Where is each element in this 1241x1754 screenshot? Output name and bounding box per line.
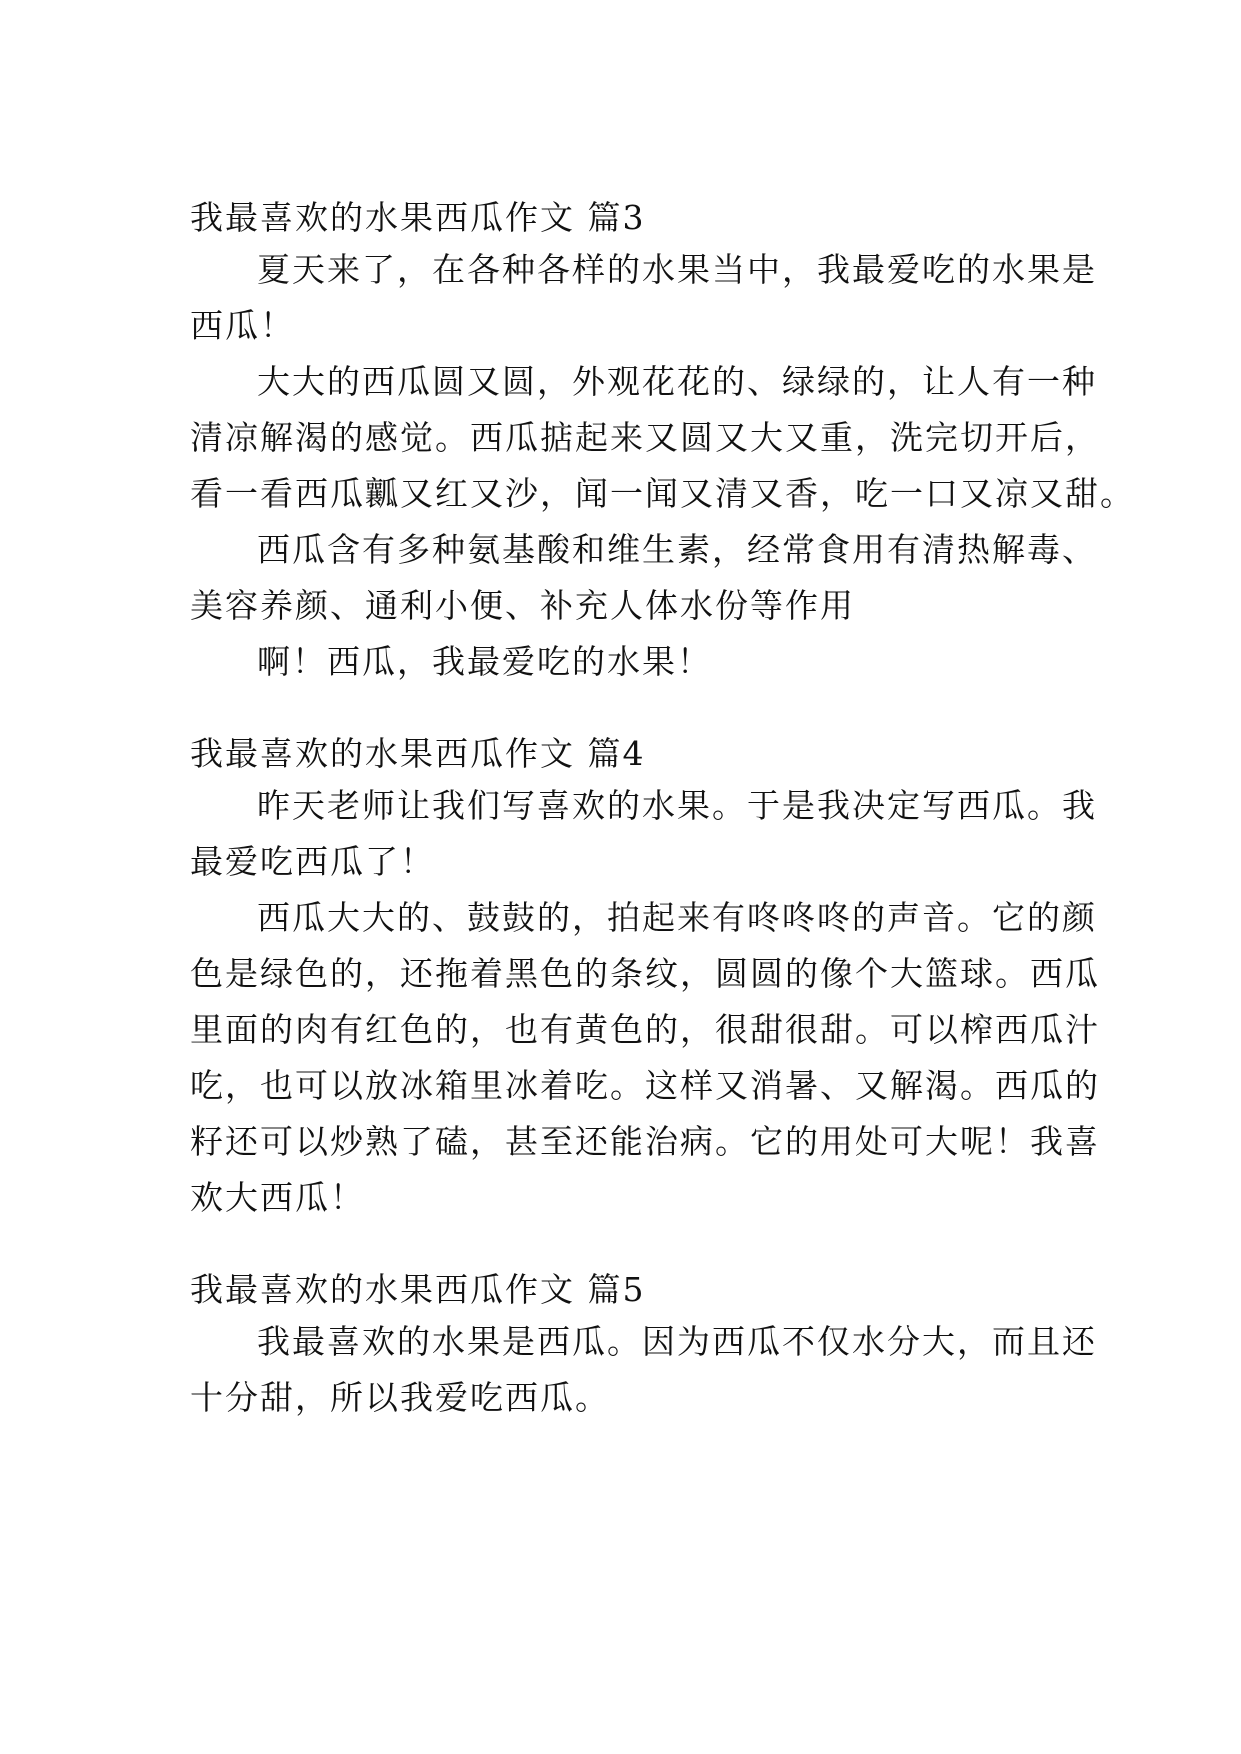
paragraph-line: 吃，也可以放冰箱里冰着吃。这样又消暑、又解渴。西瓜的 xyxy=(190,1066,1100,1105)
paragraph-line: 籽还可以炒熟了磕，甚至还能治病。它的用处可大呢！我喜 xyxy=(190,1122,1100,1161)
paragraph-line: 昨天老师让我们写喜欢的水果。于是我决定写西瓜。我 xyxy=(257,786,1097,825)
paragraph-line: 夏天来了，在各种各样的水果当中，我最爱吃的水果是 xyxy=(257,250,1097,289)
paragraph-line: 十分甜，所以我爱吃西瓜。 xyxy=(190,1378,610,1417)
section-heading: 我最喜欢的水果西瓜作文 篇4 xyxy=(190,734,646,773)
paragraph-line: 美容养颜、通利小便、补充人体水份等作用 xyxy=(190,586,855,625)
paragraph-line: 啊！西瓜，我最爱吃的水果！ xyxy=(257,642,712,681)
paragraph-line: 西瓜含有多种氨基酸和维生素，经常食用有清热解毒、 xyxy=(257,530,1097,569)
paragraph-line: 清凉解渴的感觉。西瓜掂起来又圆又大又重，洗完切开后， xyxy=(190,418,1100,457)
paragraph-line: 里面的肉有红色的，也有黄色的，很甜很甜。可以榨西瓜汁 xyxy=(190,1010,1100,1049)
paragraph-line: 我最喜欢的水果是西瓜。因为西瓜不仅水分大，而且还 xyxy=(257,1322,1097,1361)
paragraph-line: 欢大西瓜！ xyxy=(190,1178,365,1217)
paragraph-line: 最爱吃西瓜了！ xyxy=(190,842,435,881)
section-heading: 我最喜欢的水果西瓜作文 篇3 xyxy=(190,198,646,237)
paragraph-line: 西瓜！ xyxy=(190,306,295,345)
paragraph-line: 看一看西瓜瓤又红又沙，闻一闻又清又香，吃一口又凉又甜。 xyxy=(190,474,1135,513)
section-heading: 我最喜欢的水果西瓜作文 篇5 xyxy=(190,1270,646,1309)
paragraph-line: 大大的西瓜圆又圆，外观花花的、绿绿的，让人有一种 xyxy=(257,362,1097,401)
paragraph-line: 西瓜大大的、鼓鼓的，拍起来有咚咚咚的声音。它的颜 xyxy=(257,898,1097,937)
paragraph-line: 色是绿色的，还拖着黑色的条纹，圆圆的像个大篮球。西瓜 xyxy=(190,954,1100,993)
